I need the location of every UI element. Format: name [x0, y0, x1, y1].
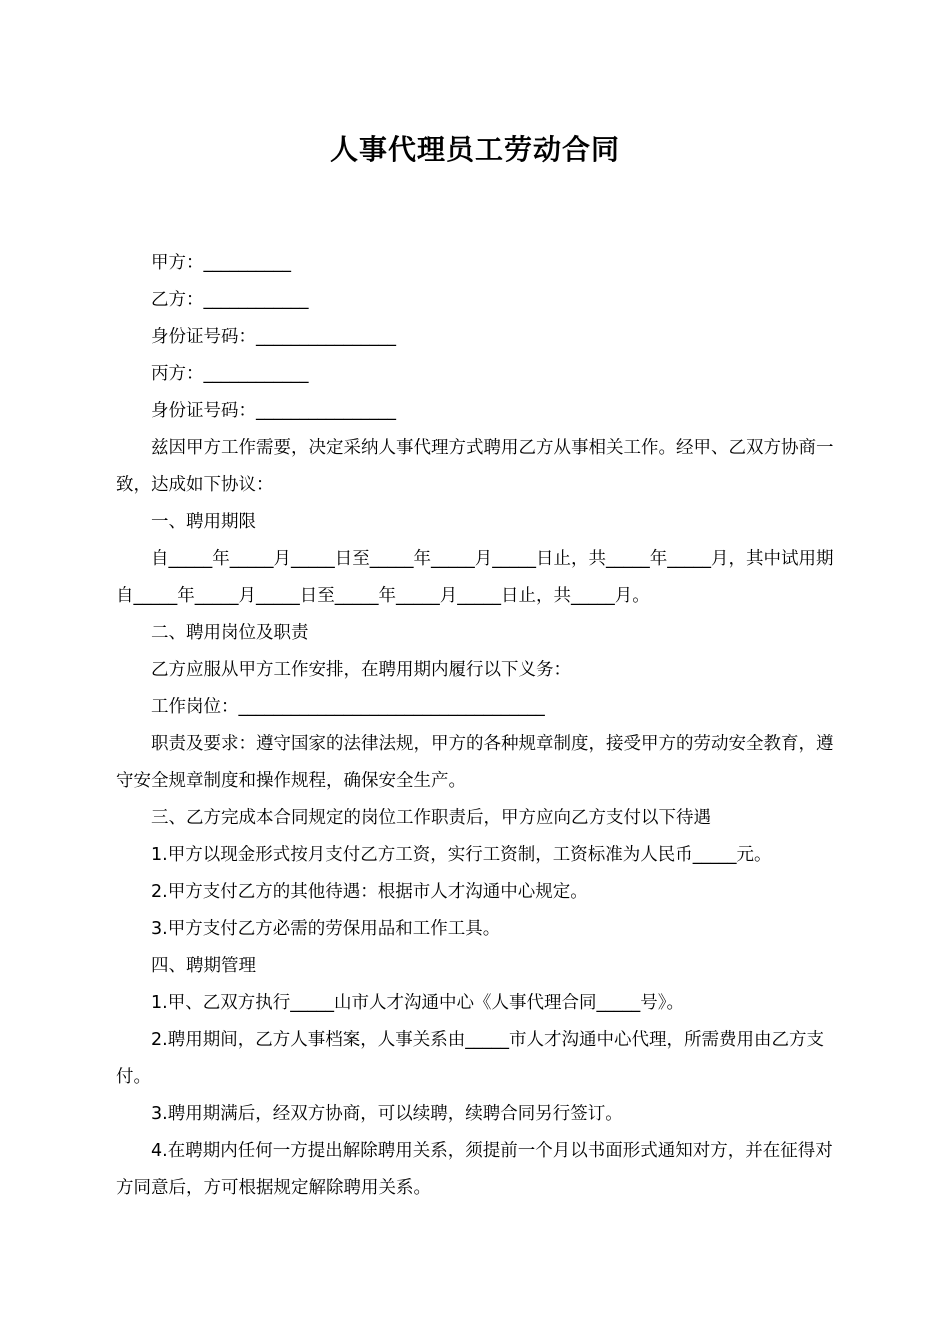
management-item-3: 3.聘用期满后，经双方协商，可以续聘，续聘合同另行签订。	[151, 1104, 623, 1124]
section-heading-term: 一、聘用期限	[151, 512, 256, 532]
management-item-1: 1.甲、乙双方执行_____山市人才沟通中心《人事代理合同_____号》。	[151, 993, 684, 1013]
party-b-line: 乙方：____________	[151, 290, 309, 310]
party-a-line: 甲方：__________	[151, 253, 291, 273]
management-item-4: 4.在聘期内任何一方提出解除聘用关系，须提前一个月以书面形式通知对方，并在征得对方同意后，方可根据规定解除聘用关系。	[116, 1141, 833, 1198]
party-c-line: 丙方：____________	[151, 364, 309, 384]
section-heading-position: 二、聘用岗位及职责	[151, 623, 309, 643]
term-paragraph: 自_____年_____月_____日至_____年_____月_____日止，共_____年_____月，其中试用期自_____年_____月_____日至_____年_____月_____日止，共_____月。	[116, 549, 834, 606]
work-position-line: 工作岗位：___________________________________	[151, 697, 545, 717]
section-heading-management: 四、聘期管理	[151, 956, 256, 976]
document-title: 人事代理员工劳动合同	[329, 133, 620, 166]
intro-paragraph: 兹因甲方工作需要，决定采纳人事代理方式聘用乙方从事相关工作。经甲、乙双方协商一致，达成如下协议：	[116, 438, 834, 495]
management-item-2: 2.聘用期间，乙方人事档案，人事关系由_____市人才沟通中心代理，所需费用由乙方支付。	[116, 1030, 824, 1087]
document-body	[116, 245, 836, 1207]
party-b-id-line: 身份证号码：________________	[151, 327, 396, 347]
duties-paragraph: 职责及要求：遵守国家的法律法规，甲方的各种规章制度，接受甲方的劳动安全教育，遵守安全规章制度和操作规程，确保安全生产。	[116, 734, 834, 791]
compensation-item-3: 3.甲方支付乙方必需的劳保用品和工作工具。	[151, 919, 501, 939]
position-obligation-paragraph: 乙方应服从甲方工作安排，在聘用期内履行以下义务：	[151, 660, 571, 680]
compensation-item-1: 1.甲方以现金形式按月支付乙方工资，实行工资制，工资标准为人民币_____元。	[151, 845, 772, 865]
compensation-item-2: 2.甲方支付乙方的其他待遇：根据市人才沟通中心规定。	[151, 882, 588, 902]
party-c-id-line: 身份证号码：________________	[151, 401, 396, 421]
section-heading-compensation: 三、乙方完成本合同规定的岗位工作职责后，甲方应向乙方支付以下待遇	[151, 808, 711, 828]
